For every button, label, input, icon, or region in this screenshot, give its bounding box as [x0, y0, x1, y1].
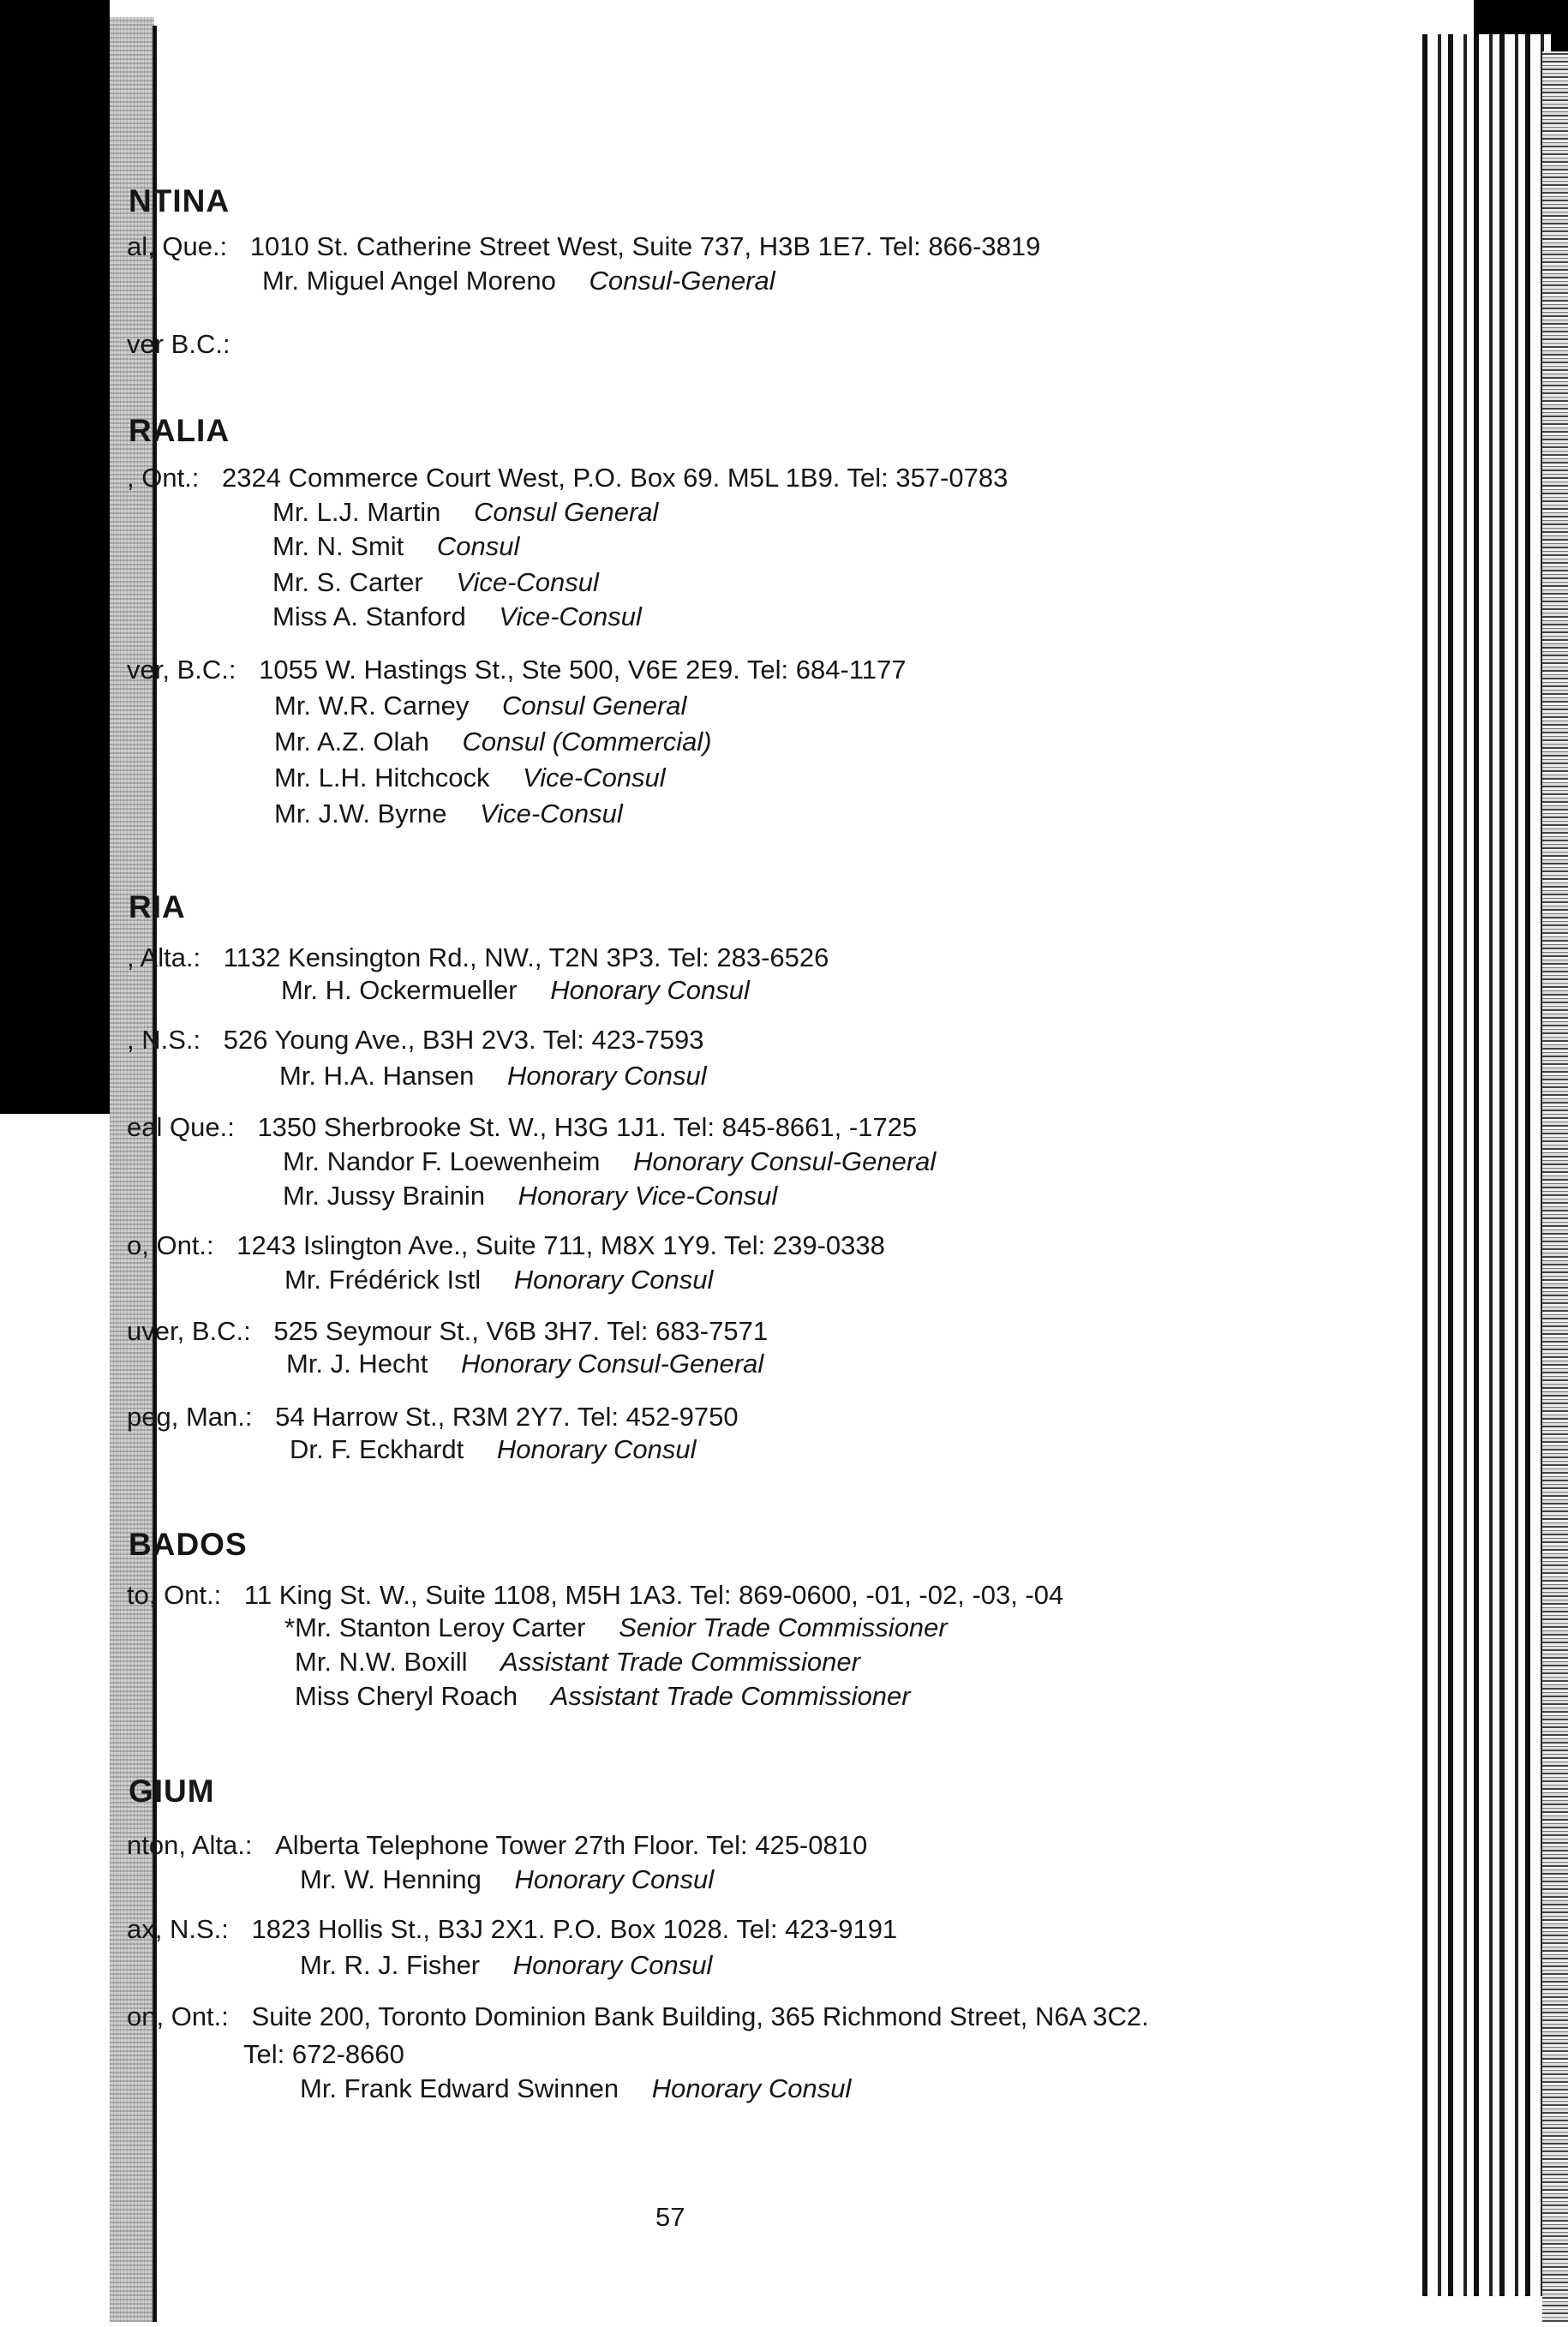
section-heading: RALIA: [129, 413, 230, 448]
entry-city: peg, Man.:: [127, 1402, 253, 1432]
scan-left-edge: [0, 0, 110, 1114]
person-line: [262, 266, 775, 296]
person-name: Mr. S. Carter: [272, 567, 423, 597]
person-title: Honorary Consul: [512, 1950, 713, 1980]
person-name: Mr. J. Hecht: [286, 1349, 428, 1379]
person-title: Honorary Consul: [513, 1265, 714, 1295]
person-line: [272, 601, 642, 632]
person-title: Honorary Vice-Consul: [518, 1181, 778, 1211]
person-line: [284, 1612, 948, 1643]
page-stack-noise: [1542, 51, 1568, 2322]
person-name: Mr. Frédérick Istl: [284, 1265, 482, 1295]
entry-city: ver, B.C.:: [127, 655, 236, 685]
book-gutter: [110, 17, 154, 2322]
person-line: [281, 975, 750, 1006]
entry-line: [127, 942, 829, 973]
entry-address: Alberta Telephone Tower 27th Floor. Tel: 425-0810: [275, 1830, 868, 1860]
entry-address: 54 Harrow St., R3M 2Y7. Tel: 452-9750: [275, 1402, 739, 1432]
person-line: [272, 497, 658, 528]
entry-address: 525 Seymour St., V6B 3H7. Tel: 683-7571: [273, 1316, 769, 1346]
entry-line: [127, 1025, 704, 1056]
entry-line: [127, 1580, 1063, 1611]
entry-address: 526 Young Ave., B3H 2V3. Tel: 423-7593: [223, 1025, 704, 1055]
entry-city: , Ont.:: [127, 463, 200, 493]
entry-address: Suite 200, Toronto Dominion Bank Building, 365 Richmond Street, N6A 3C2.: [251, 2001, 1149, 2031]
person-title: Vice-Consul: [499, 601, 642, 631]
person-name: Mr. N.W. Boxill: [295, 1647, 468, 1677]
person-line: [284, 1265, 713, 1295]
entry-city: to, Ont.:: [127, 1580, 222, 1610]
entry-address: 1350 Sherbrooke St. W., H3G 1J1. Tel: 845-8661, -1725: [257, 1112, 918, 1142]
entry-address: 2324 Commerce Court West, P.O. Box 69. M5L 1B9. Tel: 357-0783: [222, 463, 1008, 493]
entry-line: [127, 1316, 768, 1347]
entry-address: 1055 W. Hastings St., Ste 500, V6E 2E9. Tel: 684-1177: [259, 655, 907, 685]
person-title: Honorary Consul: [514, 1864, 715, 1894]
person-name: Mr. H.A. Hansen: [279, 1061, 475, 1091]
person-name: Mr. Miguel Angel Moreno: [262, 266, 556, 296]
entry-city: , Alta.:: [127, 942, 201, 972]
person-name: Mr. W. Henning: [300, 1864, 482, 1894]
person-name: Mr. R. J. Fisher: [300, 1950, 481, 1980]
person-line: [290, 1434, 697, 1465]
person-name: Mr. L.H. Hitchcock: [274, 763, 490, 793]
person-title: Honorary Consul: [550, 975, 750, 1005]
person-name: Mr. Jussy Brainin: [283, 1181, 486, 1211]
entry-address: 1132 Kensington Rd., NW., T2N 3P3. Tel: 283-6526: [223, 942, 829, 972]
section-heading: GIUM: [129, 1774, 215, 1809]
entry-city: ver B.C.:: [127, 329, 230, 359]
person-line: [272, 567, 599, 598]
entry-line: [127, 1914, 897, 1945]
entry-city: o, Ont.:: [127, 1230, 214, 1260]
person-line: [274, 799, 623, 829]
entry-line: [127, 1112, 917, 1143]
person-line: [295, 1647, 860, 1678]
person-name: Mr. L.J. Martin: [272, 497, 441, 527]
person-name: Mr. Frank Edward Swinnen: [300, 2073, 619, 2103]
entry-line: [127, 2001, 1149, 2032]
person-name: Miss A. Stanford: [272, 601, 466, 631]
person-name: Mr. A.Z. Olah: [274, 727, 429, 757]
person-line: [274, 727, 712, 757]
person-line: [279, 1061, 707, 1092]
person-line: [300, 1864, 714, 1895]
section-heading: NTINA: [129, 183, 230, 218]
entry-line: [127, 1402, 739, 1433]
person-title: Vice-Consul: [523, 763, 666, 793]
person-name: Mr. J.W. Byrne: [274, 799, 447, 829]
entry-city: al, Que.:: [127, 231, 228, 261]
person-title: Vice-Consul: [480, 799, 623, 829]
person-title: Consul General: [502, 691, 687, 721]
entry-line: [127, 463, 1008, 494]
person-line: [286, 1349, 763, 1379]
person-title: Honorary Consul: [651, 2073, 852, 2103]
person-name: Mr. N. Smit: [272, 531, 404, 561]
person-name: Mr. H. Ockermueller: [281, 975, 518, 1005]
entry-line: [127, 1230, 885, 1261]
person-name: *Mr. Stanton Leroy Carter: [284, 1612, 586, 1642]
person-line: [300, 2073, 851, 2104]
person-title: Consul: [436, 531, 520, 561]
person-title: Assistant Trade Commissioner: [550, 1681, 911, 1711]
entry-city: , N.S.:: [127, 1025, 201, 1055]
entry-city: ax, N.S.:: [127, 1914, 229, 1944]
person-line: [295, 1681, 911, 1712]
person-line: [274, 763, 666, 793]
person-title: Consul (Commercial): [462, 727, 712, 757]
page-stack-edge: [1414, 0, 1568, 2327]
person-title: Honorary Consul-General: [461, 1349, 764, 1379]
person-title: Consul General: [474, 497, 659, 527]
page-number: 57: [655, 2202, 685, 2232]
entry-city: on, Ont.:: [127, 2001, 229, 2031]
person-title: Honorary Consul: [496, 1434, 697, 1464]
entry-city: uver, B.C.:: [127, 1316, 251, 1346]
entry-address: 11 King St. W., Suite 1108, M5H 1A3. Tel: 869-0600, -01, -02, -03, -04: [243, 1580, 1064, 1610]
entry-address: 1823 Hollis St., B3J 2X1. P.O. Box 1028. Tel: 423-9191: [251, 1914, 898, 1944]
entry-city: nton, Alta.:: [127, 1830, 253, 1860]
person-title: Consul-General: [589, 266, 775, 296]
person-line: [274, 691, 686, 721]
person-line: [283, 1181, 777, 1211]
person-line: [272, 531, 519, 562]
entry-line: [127, 231, 1040, 262]
entry-address: 1010 St. Catherine Street West, Suite 737, H3B 1E7. Tel: 866-3819: [249, 231, 1041, 261]
entry-address-line2: Tel: 672-8660: [243, 2039, 404, 2069]
entry-city: eal Que.:: [127, 1112, 235, 1142]
person-title: Honorary Consul-General: [633, 1146, 937, 1176]
person-name: Miss Cheryl Roach: [295, 1681, 518, 1711]
person-line: [283, 1146, 936, 1177]
person-line: [300, 1950, 712, 1981]
person-name: Mr. W.R. Carney: [274, 691, 470, 721]
section-heading: BADOS: [129, 1527, 248, 1562]
person-name: Mr. Nandor F. Loewenheim: [283, 1146, 601, 1176]
person-title: Senior Trade Commissioner: [619, 1612, 948, 1642]
person-title: Assistant Trade Commissioner: [500, 1647, 860, 1677]
person-title: Vice-Consul: [456, 567, 599, 597]
entry-address: 1243 Islington Ave., Suite 711, M8X 1Y9. Tel: 239-0338: [236, 1230, 885, 1260]
person-name: Dr. F. Eckhardt: [290, 1434, 464, 1464]
person-title: Honorary Consul: [507, 1061, 707, 1091]
entry-line: [127, 655, 907, 685]
gutter-line: [153, 26, 157, 2322]
entry-line: [127, 1830, 867, 1861]
scan-left-margin: [0, 1114, 110, 2327]
page-stack-lines: [1422, 34, 1551, 2296]
section-heading: RIA: [129, 889, 186, 924]
